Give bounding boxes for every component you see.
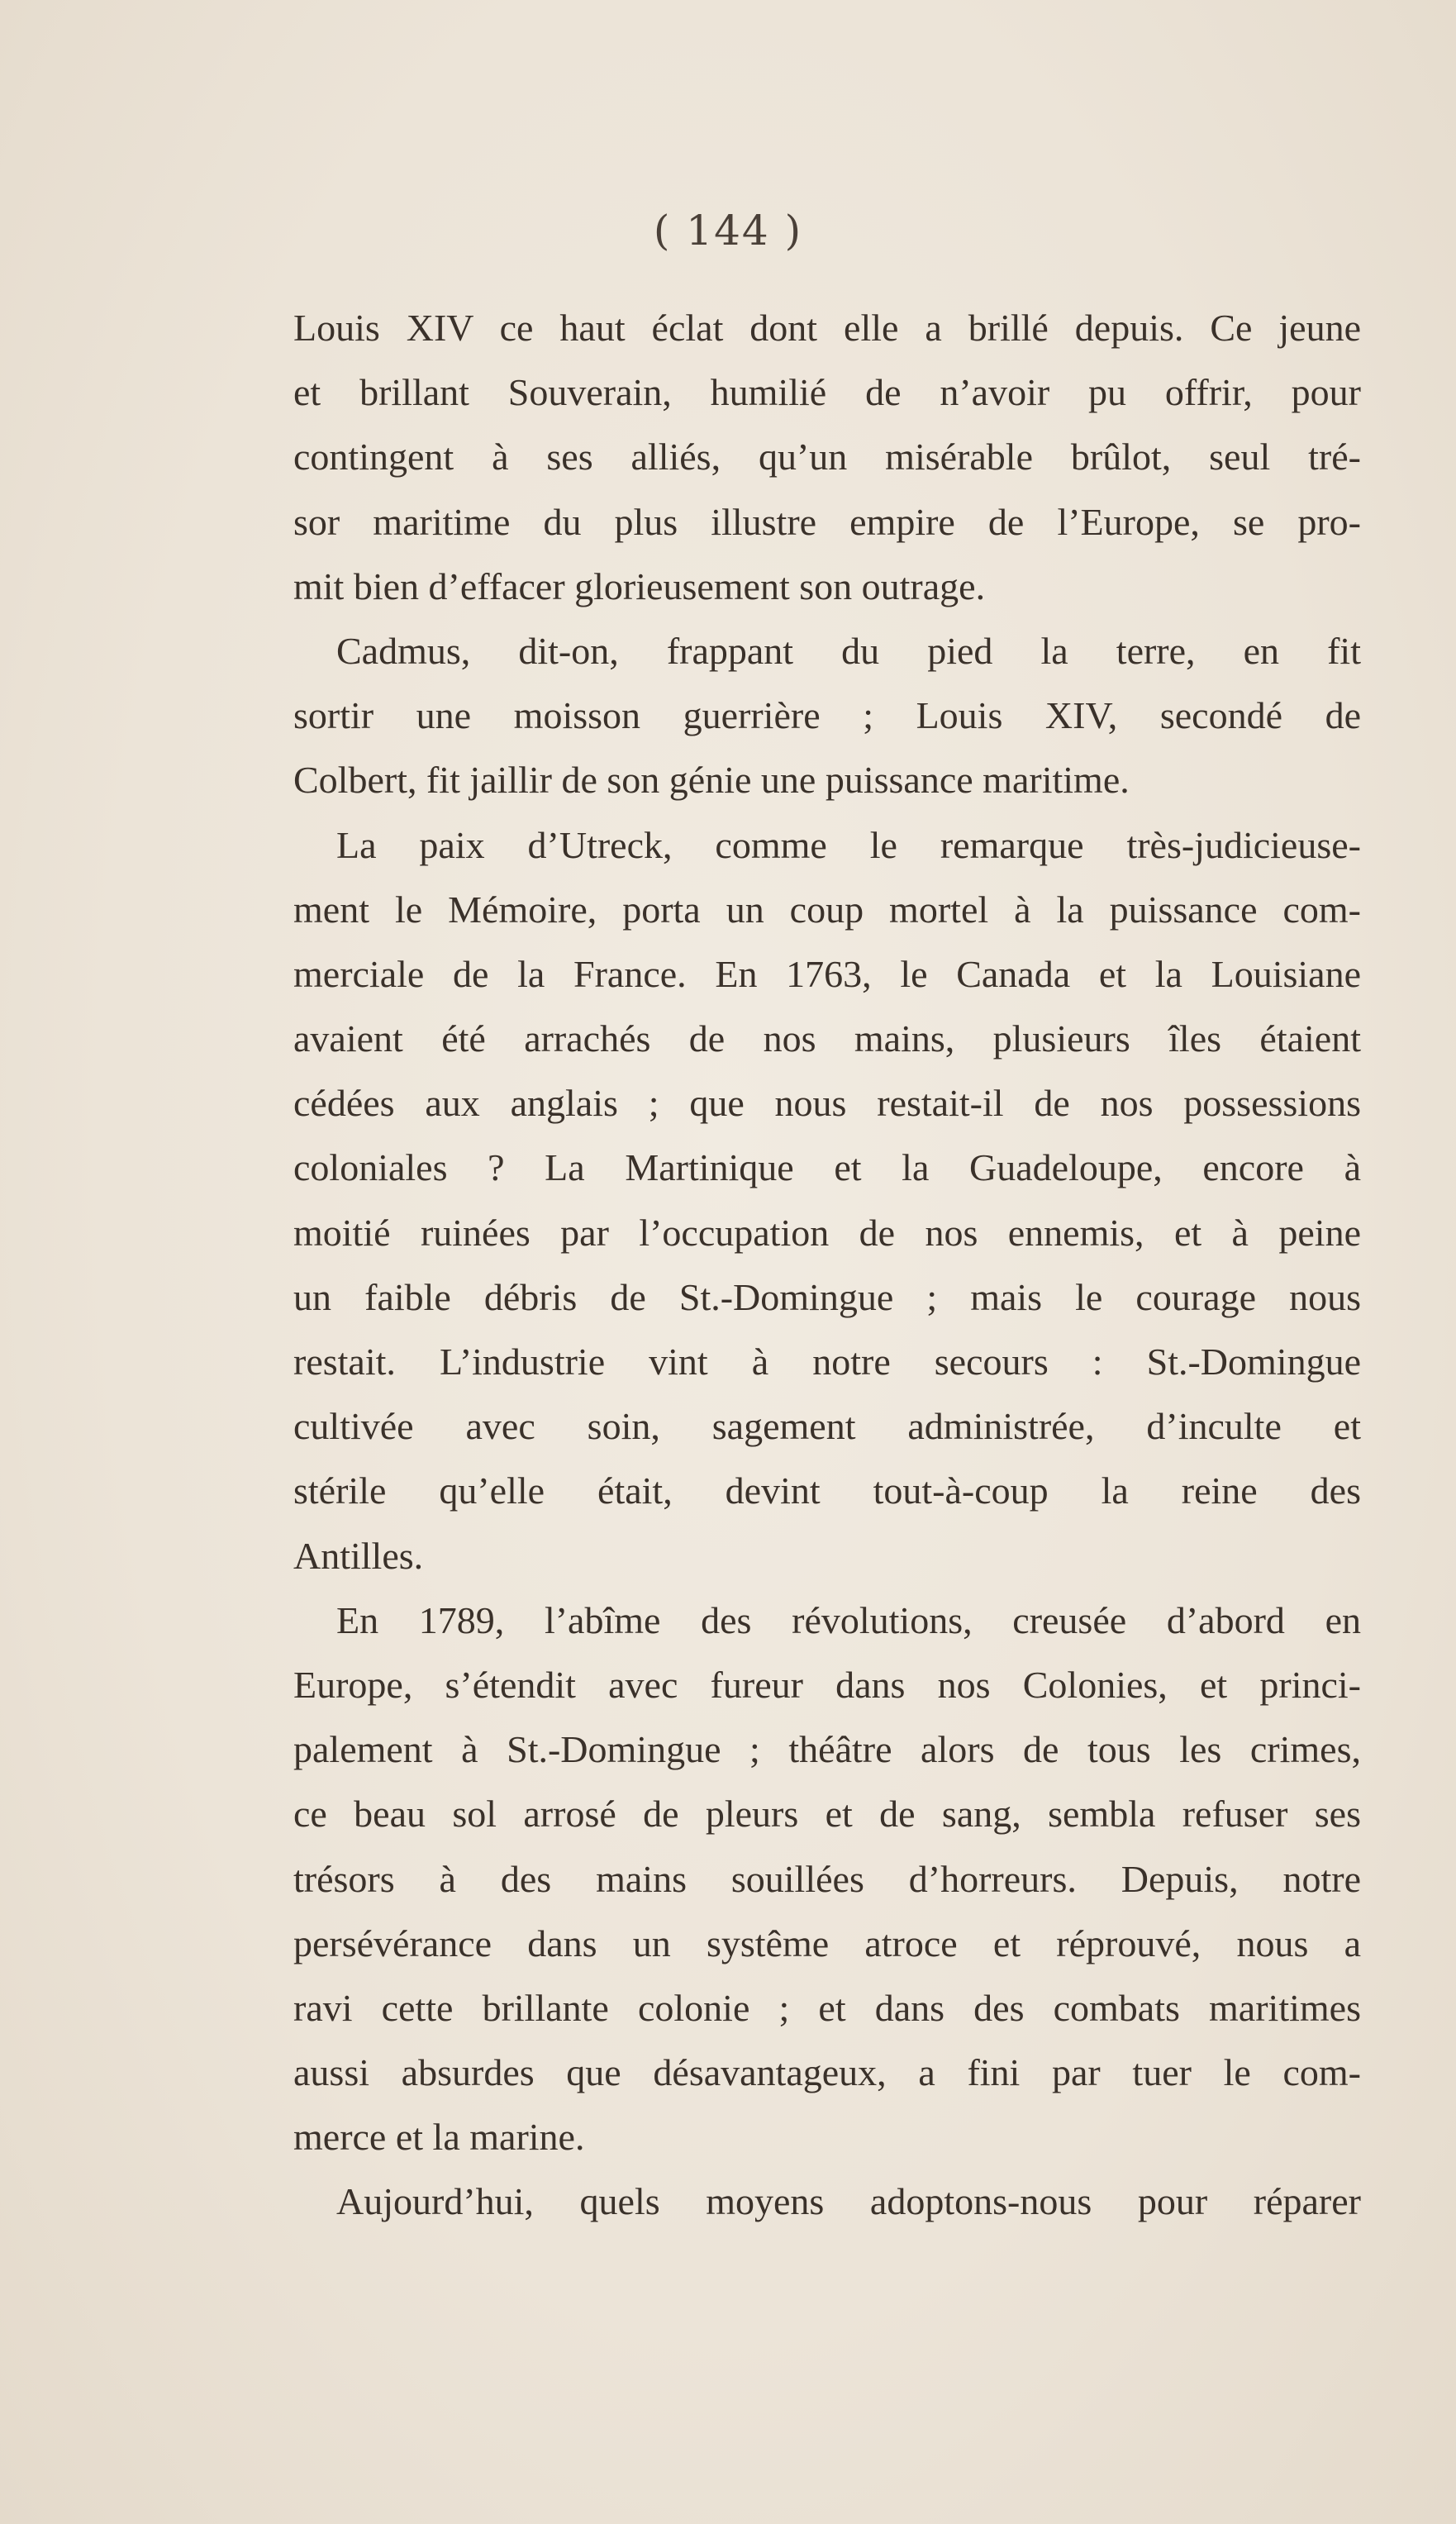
text-line: moitié ruinées par l’occupation de nos ennemis, et à peine	[293, 1211, 1361, 1254]
paragraph	[293, 1588, 1361, 2170]
text-line: ment le Mémoire, porta un coup mortel à la puissance com-	[293, 888, 1361, 931]
text-line: Cadmus, dit-on, frappant du pied la terre, en fit	[336, 629, 1361, 672]
paragraph	[293, 2169, 1361, 2234]
paragraph	[293, 813, 1361, 1588]
text-line: Antilles.	[293, 1534, 424, 1577]
text-line: un faible débris de St.-Domingue ; mais le courage nous	[293, 1275, 1361, 1318]
text-line: mit bien d’effacer glorieusement son outrage.	[293, 564, 986, 607]
text-line: Aujourd’hui, quels moyens adoptons-nous pour réparer	[336, 2180, 1361, 2223]
text-line: palement à St.-Domingue ; théâtre alors de tous les crimes,	[293, 1728, 1361, 1771]
text-line: cultivée avec soin, sagement administrée, d’inculte et	[293, 1405, 1361, 1448]
paragraph	[293, 296, 1361, 619]
text-line: stérile qu’elle était, devint tout-à-coup la reine des	[293, 1469, 1361, 1512]
text-line: cédées aux anglais ; que nous restait-il de nos possessions	[293, 1082, 1361, 1125]
text-line: sortir une moisson guerrière ; Louis XIV, secondé de	[293, 694, 1361, 737]
text-line: La paix d’Utreck, comme le remarque très-judicieuse-	[336, 823, 1361, 866]
text-line: contingent à ses alliés, qu’un misérable brûlot, seul tré-	[293, 436, 1361, 479]
text-line: En 1789, l’abîme des révolutions, creusée d’abord en	[336, 1598, 1361, 1641]
text-line: Louis XIV ce haut éclat dont elle a brillé depuis. Ce jeune	[293, 307, 1361, 349]
text-line: persévérance dans un systême atroce et réprouvé, nous a	[293, 1922, 1361, 1964]
text-line: Colbert, fit jaillir de son génie une puissance maritime.	[293, 759, 1130, 802]
text-line: et brillant Souverain, humilié de n’avoir pu offrir, pour	[293, 371, 1361, 414]
text-line: merce et la marine.	[293, 2116, 585, 2159]
body-text	[293, 296, 1361, 2235]
text-line: merciale de la France. En 1763, le Canada et la Louisiane	[293, 952, 1361, 995]
text-line: restait. L’industrie vint à notre secours : St.-Domingue	[293, 1341, 1361, 1383]
text-line: sor maritime du plus illustre empire de l’Europe, se pro-	[293, 500, 1361, 543]
text-line: Europe, s’étendit avec fureur dans nos Colonies, et princi-	[293, 1663, 1361, 1706]
text-line: ce beau sol arrosé de pleurs et de sang, sembla refuser ses	[293, 1793, 1361, 1836]
page-number: ( 144 )	[653, 207, 803, 255]
text-line: aussi absurdes que désavantageux, a fini par tuer le com-	[293, 2051, 1361, 2094]
text-line: trésors à des mains souillées d’horreurs. Depuis, notre	[293, 1857, 1361, 1900]
paragraph	[293, 619, 1361, 813]
text-line: coloniales ? La Martinique et la Guadeloupe, encore à	[293, 1146, 1361, 1189]
text-line: ravi cette brillante colonie ; et dans des combats maritimes	[293, 1986, 1361, 2029]
text-line: avaient été arrachés de nos mains, plusieurs îles étaient	[293, 1017, 1361, 1060]
